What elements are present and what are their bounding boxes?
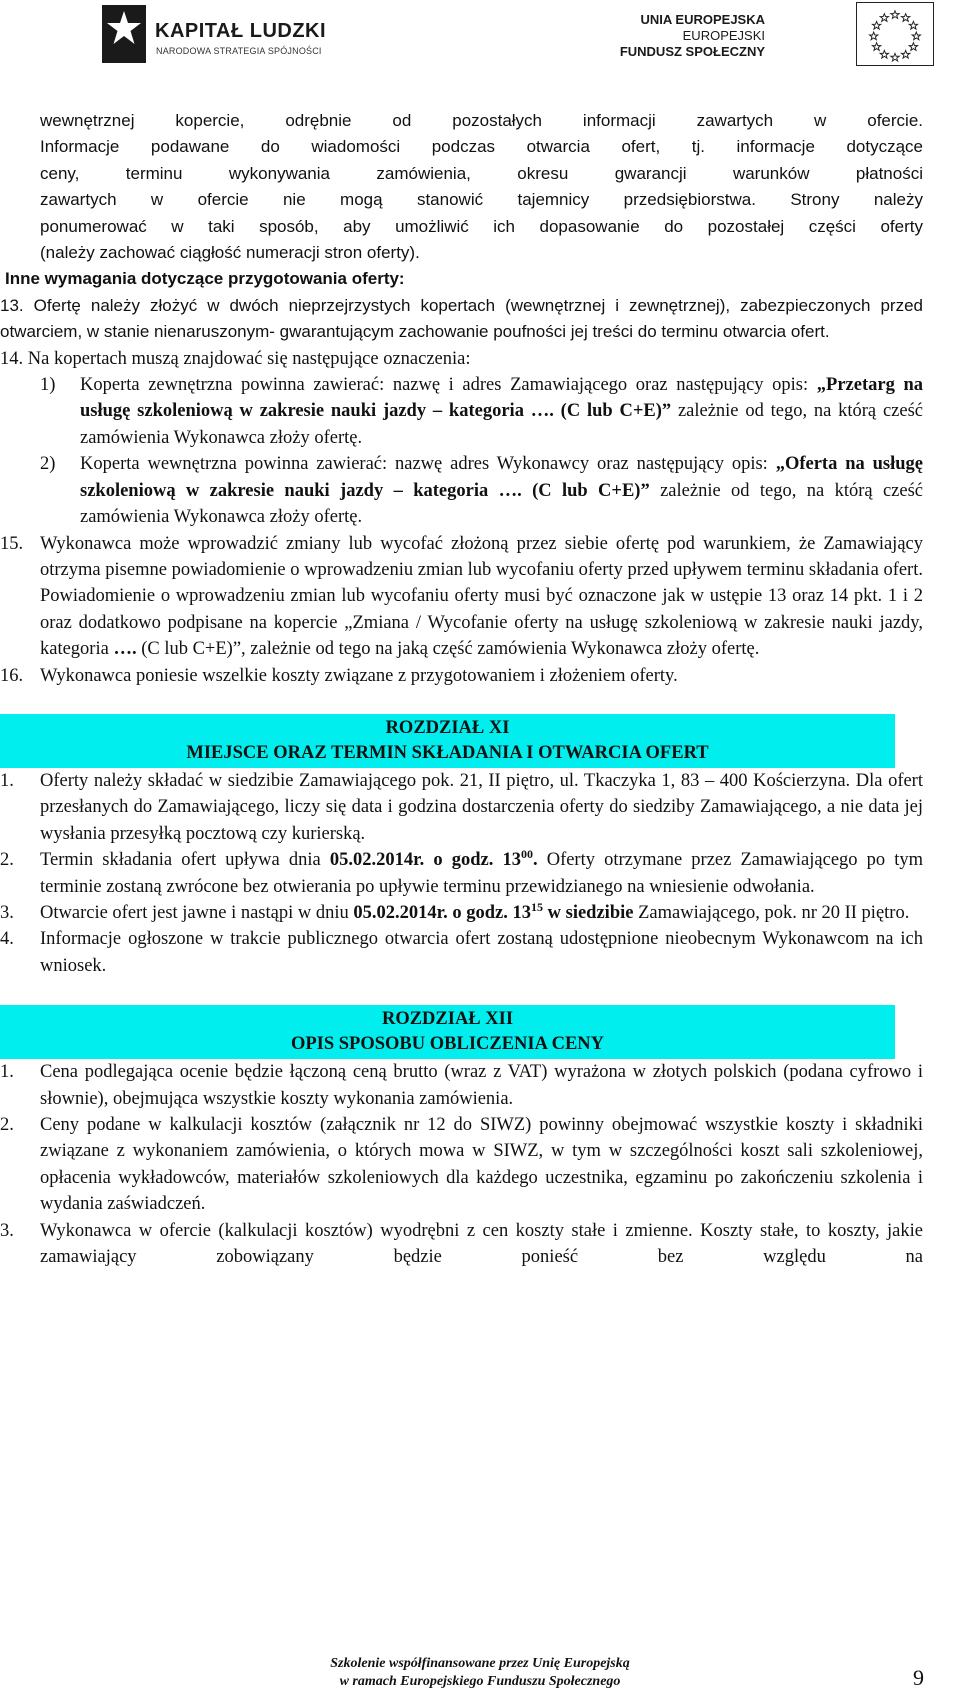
- footer-line-1: Szkolenie współfinansowane przez Unię Europejską: [330, 1656, 630, 1671]
- ch11-item-2: [0, 847, 923, 900]
- chapter-11-title: ROZDZIAŁ XI: [385, 717, 510, 738]
- ch11-item-1: [0, 768, 923, 847]
- ch12-item-3: [0, 1218, 923, 1271]
- envelope-item-inner-number: 2): [40, 454, 56, 475]
- ch11-item-4-text: Informacje ogłoszone w trakcie publicznego otwarcia ofert zostaną udostępnione nieobecnym Wykonawcom na ich wniosek.: [40, 929, 923, 976]
- intro-line-2: Informacje podawane do wiadomości podczas otwarcia ofert, tj. informacje dotyczące: [40, 137, 923, 157]
- kapital-ludzki-logo-icon: [102, 5, 146, 63]
- ch12-item-2: [0, 1112, 923, 1218]
- paragraph-13-text: [0, 293, 923, 346]
- spacer: [40, 979, 923, 1005]
- kapital-ludzki-subtitle: NARODOWA STRATEGIA SPÓJNOŚCI: [156, 46, 322, 56]
- ch11-item-3: [0, 900, 923, 926]
- outer-envelope-label: „Przetarg na usługę szkoleniową w zakresie nauki jazdy – kategoria …. (C lub C+E)”: [80, 375, 923, 422]
- page-header: [0, 0, 960, 80]
- opening-date-value: 05.02.2014r. o godz. 13: [353, 902, 532, 923]
- spacer: [40, 689, 923, 714]
- ch11-item-2-number: 2.: [0, 850, 14, 871]
- ch12-item-2-number: 2.: [0, 1115, 14, 1135]
- ch12-item-3-number: 3.: [0, 1220, 14, 1241]
- envelope-item-outer: [40, 372, 923, 451]
- paragraph-15-tail: (C lub C+E)”, zależnie od tego na jaką część zamówienia Wykonawca złoży ofertę.: [141, 639, 760, 660]
- submission-deadline-note: Oferty otrzymane przez Zamawiającego po tym terminie zostaną zwrócone bez otwierania po upływie terminu przewidzianego na wniesienie odwołania.: [40, 850, 924, 897]
- paragraph-14-intro: Na kopertach muszą znajdować się następujące oznaczenia:: [27, 348, 471, 369]
- ch11-item-4-number: 4.: [0, 929, 14, 950]
- paragraph-15-text: [40, 531, 923, 663]
- envelope-item-outer-text: [80, 372, 923, 451]
- intro-line-5: ponumerować w taki sposób, aby umożliwić ich dopasowanie do pozostałej części oferty: [40, 216, 923, 236]
- ch11-item-1-number: 1.: [0, 770, 14, 791]
- inner-envelope-desc: Koperta wewnętrzna powinna zawierać: nazwę adres Wykonawcy oraz następujący opis:: [80, 454, 768, 475]
- page-number: 9: [913, 1665, 924, 1690]
- ch11-item-1-text: Oferty należy składać w siedzibie Zamawiającego pok. 21, II piętro, ul. Tkaczyka 1, 83 – 400 Kościerzyna. Dla ofert przesłanych do Zamawiającego, liczy się data i godzina dostarczenia oferty do siedziby Zamawiającego, a nie data jej wysłania przesyłką pocztową czy kurierską.: [40, 770, 923, 844]
- paragraph-13: [0, 293, 923, 346]
- kapital-ludzki-title: KAPITAŁ LUDZKI: [155, 20, 327, 42]
- chapter-11-heading: [0, 714, 895, 768]
- ch12-item-1: [0, 1059, 923, 1112]
- submission-deadline-label: Termin składania ofert upływa dnia: [40, 850, 321, 871]
- intro-line-4: zawartych w ofercie nie mogą stanowić tajemnicy przedsiębiorstwa. Strony należy: [40, 190, 923, 210]
- outer-envelope-desc: Koperta zewnętrzna powinna zawierać: nazwę i adres Zamawiającego oraz następujący opis:: [80, 375, 809, 396]
- chapter-12-heading: [0, 1005, 895, 1059]
- submission-deadline-minutes: 00: [520, 847, 533, 861]
- intro-line-6: (należy zachować ciągłość numeracji stron oferty).: [40, 243, 420, 263]
- submission-deadline-date: [329, 847, 538, 871]
- paragraph-15-number: 15.: [0, 533, 24, 554]
- ch12-item-2-text: Ceny podane w kalkulacji kosztów (załącznik nr 12 do SIWZ) powinny obejmować wszystkie koszty i składniki związane z wykonaniem zamówienia, o których mowa w SIWZ, w tym w szczególności koszt sali szkoleniowej, opłacenia wykładowców, materiałów szkoleniowych dla każdego uczestnika, egzaminu po zakończeniu szkolenia i wydania zaświadczeń.: [40, 1115, 923, 1215]
- opening-date-minutes: 15: [531, 899, 544, 914]
- ch11-item-3-text: [40, 900, 923, 926]
- ch12-item-1-text: Cena podlegająca ocenie będzie łączoną ceną brutto (wraz z VAT) wyrażona w złotych polskich (podana cyfrowo i słownie), obejmująca wszystkie koszty wykonania zamówienia.: [40, 1062, 923, 1109]
- opening-room: Zamawiającego, pok. nr 20 II piętro.: [638, 902, 910, 923]
- ch11-item-4: [0, 926, 923, 979]
- inner-envelope-label: „Oferta na usługę szkoleniową w zakresie nauki jazdy – kategoria …. (C lub C+E)”: [80, 454, 923, 501]
- paragraph-15-body: Wykonawca może wprowadzić zmiany lub wycofać złożoną przez siebie ofertę pod warunkiem, że Zamawiający otrzyma pisemne powiadomienie o wprowadzeniu zmian lub wycofaniu oferty przed upływem terminu składania ofert. Powiadomienie o wprowadzeniu zmian lub wycofaniu oferty musi być oznaczone jak w ustępie 13 oraz 14 pkt. 1 i 2 oraz dodatkowo podpisane na kopercie „Zmiana / Wycofanie oferty na usługę szkoleniową w zakresie nauki jazdy, kategoria: [40, 533, 923, 660]
- intro-block: [5, 108, 923, 293]
- paragraph-14-number: 14.: [0, 348, 24, 369]
- chapter-12-title: ROZDZIAŁ XII: [381, 1009, 514, 1030]
- envelope-item-inner: [40, 451, 923, 530]
- intro-line-3: ceny, terminu wykonywania zamówienia, okresu gwarancji warunków płatności: [40, 163, 923, 183]
- ch12-item-3-text: Wykonawca w ofercie (kalkulacji kosztów) wyodrębni z cen koszty stałe i zmienne. Koszty stałe, to koszty, jakie zamawiający zobowiązany będzie ponieść bez względu na: [40, 1220, 923, 1268]
- paragraph-16: [0, 663, 923, 689]
- ch11-item-2-text: [40, 847, 923, 900]
- opening-date: [353, 899, 634, 923]
- eu-line-3: FUNDUSZ SPOŁECZNY: [619, 44, 765, 59]
- paragraph-13-body: Ofertę należy złożyć w dwóch nieprzejrzystych kopertach (wewnętrznej i zewnętrznej), zabezpieczonych przed otwarciem, w stanie nienaruszonym- gwarantującym zachowanie poufności jej treści do terminu otwarcia ofert.: [0, 295, 923, 342]
- section-heading-other-requirements: Inne wymagania dotyczące przygotowania oferty:: [5, 269, 405, 289]
- inner-envelope-note: zależnie od tego, na którą cześć zamówienia Wykonawca złoży ofertę.: [80, 480, 923, 528]
- footer-line-2: w ramach Europejskiego Funduszu Społecznego: [339, 1674, 621, 1689]
- paragraph-16-text: Wykonawca poniesie wszelkie koszty związane z przygotowaniem i złożeniem oferty.: [40, 665, 678, 686]
- paragraph-14: [0, 346, 923, 372]
- eu-line-2: EUROPEJSKI: [682, 28, 765, 43]
- intro-line-1: wewnętrznej kopercie, odrębnie od pozostałych informacji zawartych w ofercie.: [40, 111, 923, 130]
- chapter-11-subtitle: MIEJSCE ORAZ TERMIN SKŁADANIA I OTWARCIA OFERT: [186, 742, 709, 763]
- paragraph-15: [0, 531, 923, 663]
- paragraph-14-intro-line: [0, 346, 923, 372]
- paragraph-16-number: 16.: [0, 665, 24, 686]
- eu-fund-text: [620, 12, 765, 60]
- submission-deadline-dot: .: [532, 850, 538, 871]
- outer-envelope-note: zależnie od tego, na którą cześć zamówienia Wykonawca złoży ofertę.: [80, 401, 923, 448]
- ch12-item-1-number: 1.: [0, 1062, 14, 1083]
- chapter-12-subtitle: OPIS SPOSOBU OBLICZENIA CENY: [290, 1034, 605, 1055]
- paragraph-13-number: 13.: [0, 295, 24, 315]
- envelope-item-inner-text: [80, 451, 923, 530]
- ch11-item-3-number: 3.: [0, 902, 14, 923]
- envelope-item-outer-number: 1): [40, 375, 56, 396]
- opening-label: Otwarcie ofert jest jawne i nastąpi w dniu: [40, 902, 349, 923]
- document-body: [0, 108, 924, 1270]
- opening-place: w siedzibie: [547, 902, 634, 923]
- eu-line-1: UNIA EUROPEJSKA: [640, 12, 765, 27]
- submission-deadline-value: 05.02.2014r. o godz. 13: [329, 850, 521, 871]
- eu-flag-icon: [856, 2, 934, 66]
- paragraph-15-ellipsis: ….: [113, 639, 137, 660]
- page-footer: [0, 1655, 960, 1691]
